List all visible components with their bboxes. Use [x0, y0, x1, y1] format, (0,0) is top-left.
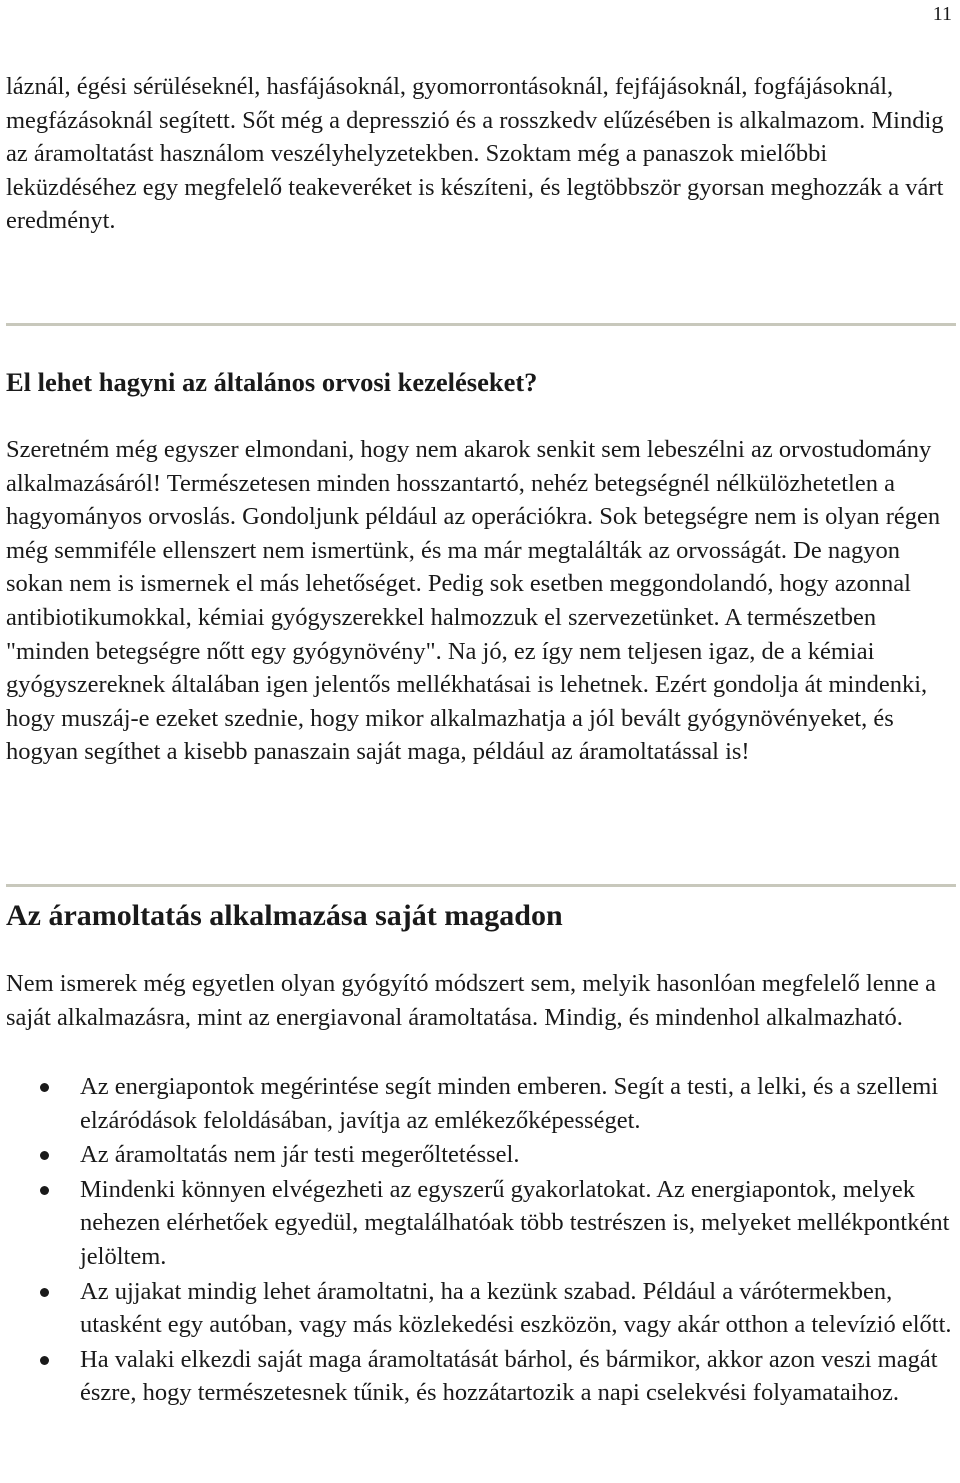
section-2-paragraph: Nem ismerek még egyetlen olyan gyógyító módszert sem, melyik hasonlóan megfelelő lenne a saját alkalmazásra, mint az energiavonal áramoltatása. Mindig, és mindenhol alkalmazható.: [6, 970, 937, 1031]
list-item-text: Mindenki könnyen elvégezheti az egyszerű gyakorlatokat. Az energiapontok, melyek nehezen elérhetőek egyedül, megtalálhatóak több testrészen is, melyeket mellékpontként jelöltem.: [80, 1175, 950, 1270]
list-item-text: Az ujjakat mindig lehet áramoltatni, ha a kezünk szabad. Például a várótermekben, utasként egy autóban, vagy más közlekedési eszközön, vagy akár otthon a televízió előtt.: [80, 1277, 952, 1339]
section-2-heading: Az áramoltatás alkalmazása saját magadon: [6, 899, 563, 932]
section-1-paragraph: Szeretném még egyszer elmondani, hogy nem akarok senkit sem lebeszélni az orvostudomány alkalmazásáról! Természetesen minden hosszantartó, nehéz betegségnél nélkülözhetetlen a hagyományos orvoslás. Gondoljunk például az operációkra. Sok betegségre nem is olyan régen még semmiféle ellenszert nem ismertünk, és ma már megtalálták az orvosságát. De nagyon sokan nem is ismernek el más lehetőséget. Pedig sok esetben meggondolandó, hogy azonnal antibiotikumokkal, kémiai gyógyszerekkel halmozzuk el szervezetünket. A természetben "minden betegségre nőtt egy gyógynövény". Na jó, ez így nem teljesen igaz, de a kémiai gyógyszereknek általában igen jelentős mellékhatásai is lehetnek. Ezért gondolja át mindenki, hogy muszáj-e ezeket szednie, hogy mikor alkalmazhatja a jól bevált gyógynövényeket, és hogyan segíthet a kisebb panaszain saját maga, például az áramoltatással is!: [6, 436, 941, 766]
bullet-list: [0, 1070, 956, 1411]
bullet-dot-icon: [40, 1151, 49, 1160]
page-number: 11: [932, 3, 952, 25]
section-divider: [6, 323, 956, 326]
bullet-dot-icon: [40, 1186, 49, 1195]
bullet-dot-icon: [40, 1288, 49, 1297]
list-item-text: Az áramoltatás nem jár testi megerőltetéssel.: [80, 1141, 520, 1169]
list-item-text: Ha valaki elkezdi saját maga áramoltatását bárhol, és bármikor, akkor azon veszi magát észre, hogy természetesnek tűnik, és hozzátartozik a napi cselekvési folyamataihoz.: [80, 1345, 938, 1407]
bullet-dot-icon: [40, 1083, 49, 1092]
list-item: [0, 1275, 956, 1342]
list-item: [0, 1343, 956, 1410]
list-item: [0, 1173, 956, 1274]
list-item: [0, 1070, 956, 1137]
list-item-text: Az energiapontok megérintése segít minden emberen. Segít a testi, a lelki, és a szellemi elzáródások feloldásában, javítja az emlékezőképességet.: [80, 1073, 939, 1134]
intro-paragraph: láznál, égési sérüléseknél, hasfájásoknál, gyomorrontásoknál, fejfájásoknál, fogfájásoknál, megfázásoknál segített. Sőt még a depresszió és a rosszkedv elűzésében is alkalmazom. Mindig az áramoltatást használom veszélyhelyzetekben. Szoktam még a panaszok mielőbbi leküzdéséhez egy megfelelő teakeveréket is készíteni, és legtöbbször gyorsan meghozzák a várt eredményt.: [6, 73, 944, 235]
bullet-dot-icon: [40, 1356, 49, 1365]
section-divider: [6, 884, 956, 887]
list-item: [0, 1138, 956, 1172]
section-1-heading: El lehet hagyni az általános orvosi kezeléseket?: [6, 367, 538, 397]
